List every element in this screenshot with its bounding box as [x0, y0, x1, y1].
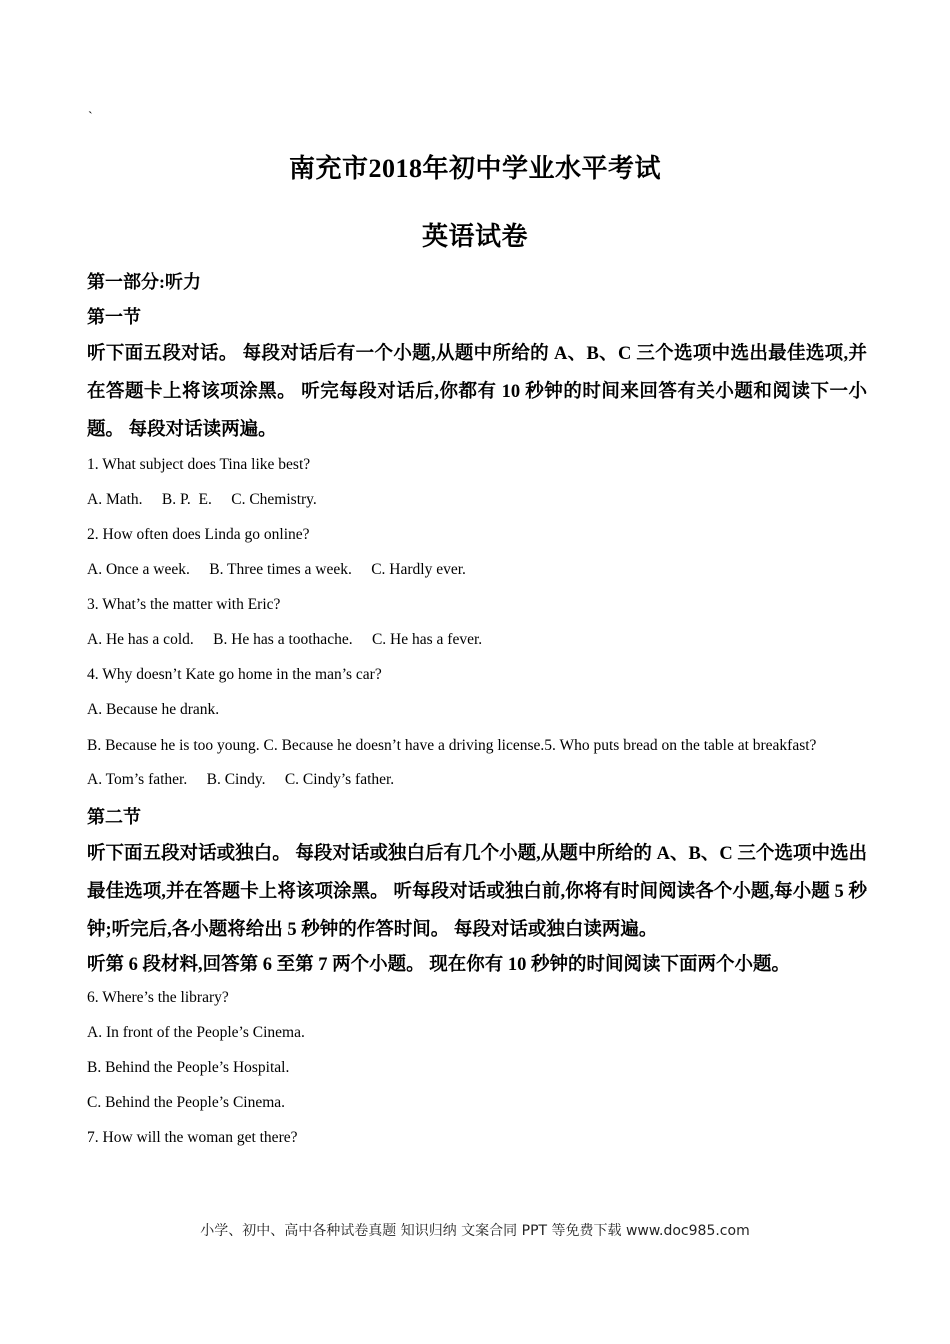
- exam-title: 南充市2018年初中学业水平考试: [288, 154, 661, 183]
- question-2: 2. How often does Linda go online?: [87, 526, 310, 543]
- top-mark: `: [88, 110, 93, 125]
- question-1-options: A. Math. B. P. E. C. Chemistry.: [87, 491, 317, 508]
- question-1: 1. What subject does Tina like best?: [87, 456, 311, 473]
- section2-heading: 第二节: [87, 807, 141, 827]
- question-4-option-a: A. Because he drank.: [87, 701, 220, 718]
- question-4-options-bc-question-5: B. Because he is too young. C. Because he doesn’t have a driving license.5. Who puts bread on the table at breakfast?: [87, 737, 817, 754]
- material-6-instructions: 听第 6 段材料,回答第 6 至第 7 两个小题。 现在你有 10 秒钟的时间阅读下面两个小题。: [87, 955, 791, 975]
- section2-instructions: 听下面五段对话或独白。 每段对话或独白后有几个小题,从题中所给的 A、B、C 三个选项中选出最佳选项,并在答题卡上将该项涂黑。 听每段对话或独白前,你将有时间阅读各个小题,每小题 5 秒钟;听完后,各小题将给出 5 秒钟的作答时间。 每段对话或独白读两遍。: [87, 844, 867, 940]
- page-footer: 小学、初中、高中各种试卷真题 知识归纳 文案合同 PPT 等免费下载 www.doc985.com: [200, 1223, 750, 1239]
- question-7: 7. How will the woman get there?: [87, 1129, 298, 1146]
- part1-heading: 第一部分:听力: [87, 272, 201, 292]
- exam-subtitle: 英语试卷: [421, 222, 528, 251]
- question-3-options: A. He has a cold. B. He has a toothache. C. He has a fever.: [87, 631, 483, 648]
- exam-content: [87, 270, 867, 1163]
- question-2-options: A. Once a week. B. Three times a week. C. Hardly ever.: [87, 561, 466, 578]
- question-6: 6. Where’s the library?: [87, 989, 229, 1006]
- question-6-option-a: A. In front of the People’s Cinema.: [87, 1024, 305, 1041]
- section1-heading: 第一节: [87, 307, 141, 327]
- question-4: 4. Why doesn’t Kate go home in the man’s car?: [87, 666, 382, 683]
- question-6-option-c: C. Behind the People’s Cinema.: [87, 1094, 286, 1111]
- question-5-options: A. Tom’s father. B. Cindy. C. Cindy’s father.: [87, 771, 395, 788]
- question-3: 3. What’s the matter with Eric?: [87, 596, 281, 613]
- section1-instructions: 听下面五段对话。 每段对话后有一个小题,从题中所给的 A、B、C 三个选项中选出最佳选项,并在答题卡上将该项涂黑。 听完每段对话后,你都有 10 秒钟的时间来回答有关小题和阅读下一小题。 每段对话读两遍。: [87, 344, 867, 440]
- question-6-option-b: B. Behind the People’s Hospital.: [87, 1059, 290, 1076]
